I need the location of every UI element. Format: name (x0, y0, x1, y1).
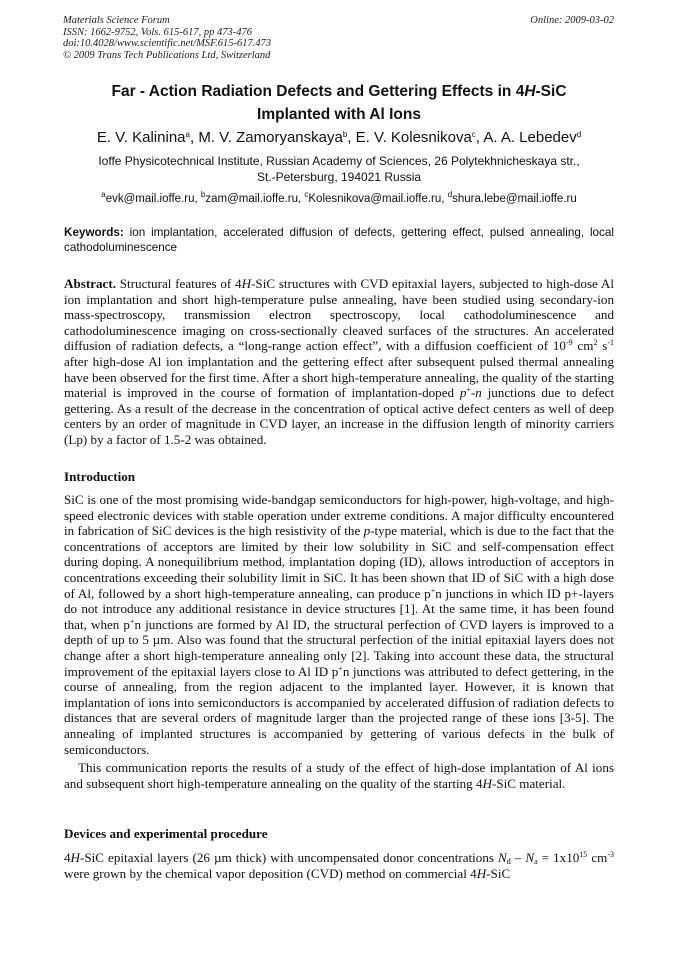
introduction-paragraph: SiC is one of the most promising wide-bandgap semiconductors for high-power, high-voltage, and high-speed electronic devices with stable operation under extreme conditions. A major difficulty encountered in fabrication of SiC devices is the high resistivity of the p-type material, which is due to the fact that the concentrations of acceptors are limited by their low solubility in SiC and self-compensation effect during doping. A nonequilibrium method, implantation doping (ID), allows introduction of acceptors in concentrations exceeding their solubility limit in SiC. It has been shown that ID of SiC with a high dose of Al, followed by a short high-temperature annealing, can produce p+n junctions in which ID p+-layers do not introduce any additional resistance in device structures [1]. At the same time, it has been found that, when p+n junctions are formed by Al ID, the structural perfection of CVD layers is improved to a depth of up to 5 µm. Also was found that the structural perfection of the initial epitaxial layers does not change after a short high-temperature annealing only [2]. Taking into account these data, the structural improvement of the epitaxial layers close to Al ID p+n junctions was attributed to defect gettering, in the course of annealing, from the region adjacent to the implanted layer. However, it is known that implantation of ions into semiconductors is accompanied by accelerated diffusion of radiation defects to distances that are several orders of magnitude larger than the projected range of these ions [3-5]. The annealing of implanted structures is accompanied by gettering of various defects in the bulk of semiconductors. (64, 492, 614, 757)
author-name: E. V. Kolesnikova (355, 129, 472, 146)
online-date: Online: 2009-03-02 (530, 15, 614, 26)
doi-line: doi:10.4028/www.scientific.net/MSF.615-617.473 (63, 38, 272, 50)
email-link[interactable]: shura.lebe@mail.ioffe.ru (452, 193, 577, 205)
author-list: E. V. Kalinina$^a$, M. V. Zamoryanskaya$^b$, E. V. Kolesnikova$^c$, A. A. Lebedev$^d$ (96, 129, 582, 146)
abstract-label: Abstract. (64, 276, 116, 291)
title-line-1: Far - Action Radiation Defects and Gettering Effects in 4H-SiC (111, 83, 567, 100)
email-link[interactable]: zam@mail.ioffe.ru (205, 193, 298, 205)
title-line-2: Implanted with Al Ions (257, 106, 421, 123)
section-heading-introduction: Introduction (64, 469, 136, 484)
copyright-line: © 2009 Trans Tech Publications Ltd, Switzerland (63, 49, 271, 61)
author-name: M. V. Zamoryanskaya (198, 129, 343, 146)
journal-name: Materials Science Forum (63, 15, 170, 26)
devices-paragraph: 4H-SiC epitaxial layers (26 µm thick) with uncompensated donor concentrations $N_d - N_a = 1x10^{15}$ $cm^{-3}$ were grown by the chemical vapor deposition (CVD) method on commercial 4H-SiC (64, 850, 614, 881)
author-name: E. V. Kalinina (96, 129, 186, 146)
paper-title (64, 80, 614, 126)
introduction-paragraph: This communication reports the results of a study of the effect of high-dose implantation of Al ions and subsequent short high-temperature annealing on the quality of the starting 4H-SiC material. (64, 760, 614, 791)
keywords (64, 226, 614, 255)
email-link[interactable]: evk@mail.ioffe.ru (105, 193, 195, 205)
email-list: $^a$evk@mail.ioffe.ru, $^b$zam@mail.ioffe.ru, $^c$Kolesnikova@mail.ioffe.ru, $^d$shura.lebe@mail.ioffe.ru (101, 190, 577, 205)
keywords-label: Keywords: (64, 226, 124, 239)
author-name: A. A. Lebedev (483, 129, 577, 146)
affiliation: Ioffe Physicotechnical Institute, Russian Academy of Sciences, 26 Polytekhnicheskaya str., St.-Petersburg, 194021 Russia (98, 154, 580, 184)
email-link[interactable]: Kolesnikova@mail.ioffe.ru (308, 193, 442, 205)
journal-header (63, 15, 271, 61)
abstract: Abstract. Structural features of 4H-SiC structures with CVD epitaxial layers, subjected to high-dose Al ion implantation and short high-temperature pulse annealing, have been studied using secondary-ion mass-spectroscopy, transmission electron spectroscopy, local cathodoluminescence and cathodoluminescence imaging on cross-sectionally cleaved surfaces of the structures. An accelerated diffusion of radiation defects, a “long-range action effect”, with a diffusion coefficient of $10^{-9}$ $cm^2$ $s^{-1}$ after high-dose Al ion implantation and the gettering effect after subsequent pulsed thermal annealing have been observed for the first time. After a short high-temperature annealing, the quality of the starting material is improved in the course of formation of implantation-doped p+-n junctions due to defect gettering. As a result of the decrease in the concentration of optical active defect centers as well of deep centers by an order of magnitude in CVD layer, an increase in the diffusion length of minority carriers (Lp) by a factor of 1.5-2 was obtained. (64, 276, 614, 447)
issn-line: ISSN: 1662-9752, Vols. 615-617, pp 473-476 (63, 26, 252, 38)
section-heading-devices: Devices and experimental procedure (64, 826, 268, 841)
keywords-text: ion implantation, accelerated diffusion of defects, gettering effect, pulsed annealing, local cathodoluminescence (64, 226, 614, 254)
